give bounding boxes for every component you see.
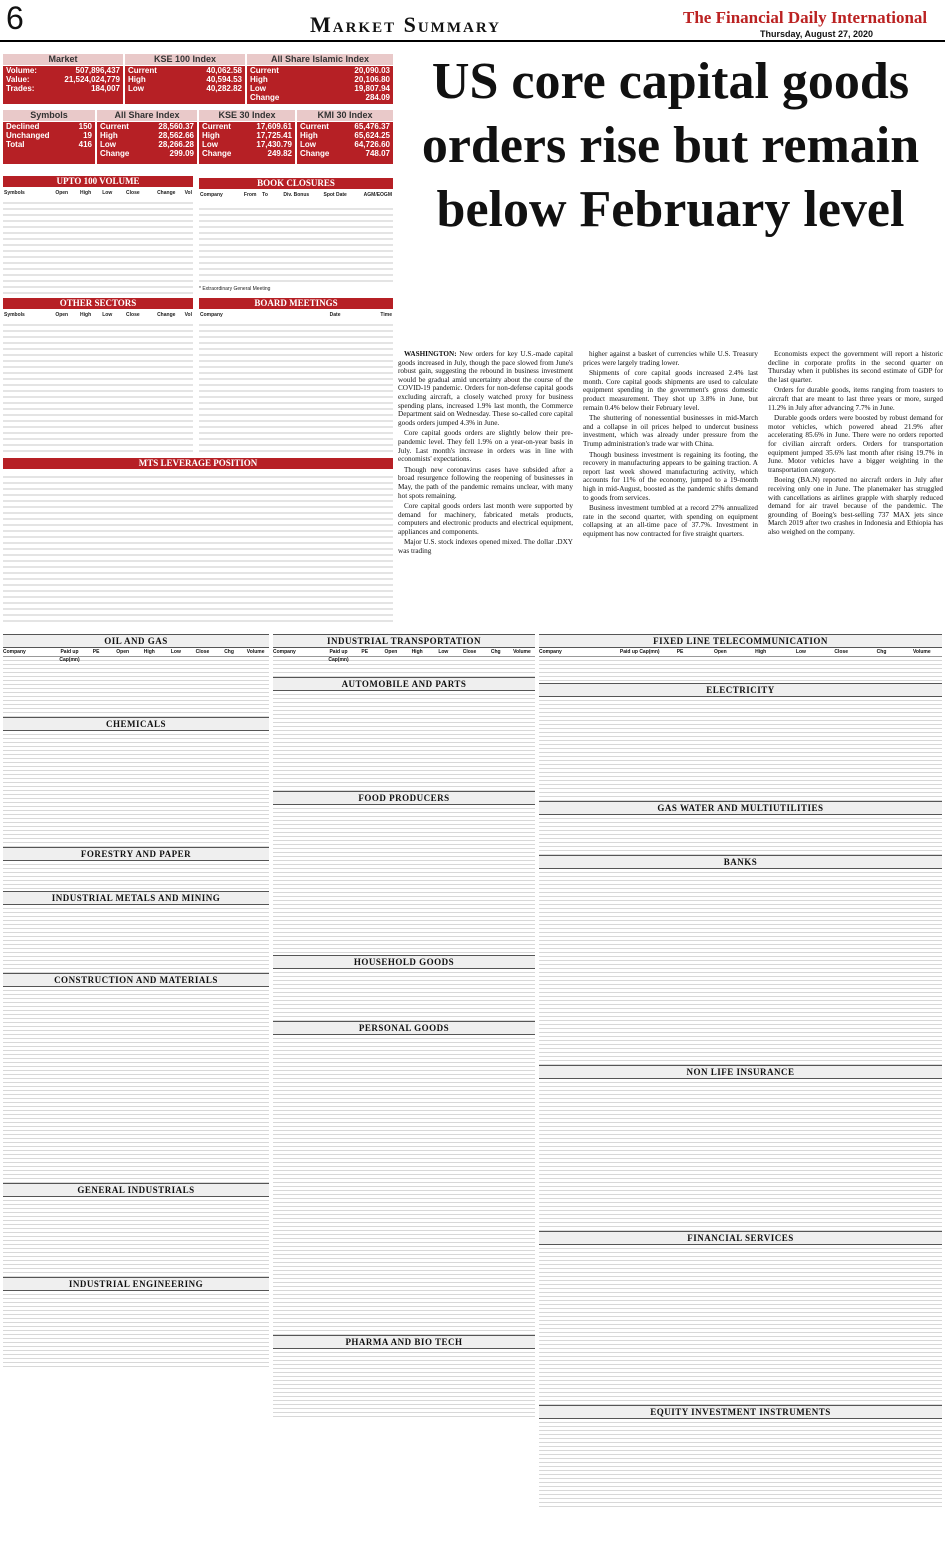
other-sectors-table bbox=[3, 312, 193, 318]
column-header: Vol bbox=[184, 190, 192, 196]
publication-date: Thursday, August 27, 2020 bbox=[760, 29, 874, 39]
article-column bbox=[583, 350, 758, 558]
section-title: Market Summary bbox=[310, 12, 501, 37]
board-meetings-title: BOARD MEETINGS bbox=[199, 298, 393, 309]
column-header: Change bbox=[157, 312, 176, 318]
kse100-panel bbox=[125, 54, 245, 104]
paragraph: Though new coronavirus cases have subsided after a broad resurgence following the reopening of businesses in May, the path of the pandemic remains unclear, with many hot spots remaining. bbox=[398, 465, 573, 500]
book-closures-note: * Extraordinary General Meeting bbox=[199, 286, 271, 292]
panel-row: Change 249.82 bbox=[202, 149, 292, 158]
panel-row: Current 65,476.37 bbox=[300, 122, 390, 131]
paragraph: Core capital goods orders last month were supported by demand for machinery, fabricated metals products, computers and electronic products and electrical equipment, appliances and components. bbox=[398, 502, 573, 536]
book-closures-table bbox=[199, 192, 393, 198]
upto-100-volume-table bbox=[3, 190, 193, 196]
column-header: High bbox=[80, 190, 92, 196]
paragraph: Though business investment is regaining its footing, the recovery in manufacturing appears to be gaining traction. A report last week showed manufacturing activity, which accounts for 11% of the economy, jumped to a 19-month high in mid-August, boosted as the pandemic shifts demand to goods from services. bbox=[583, 450, 758, 502]
paragraph: Business investment tumbled at a record 27% annualized rate in the second quarter, with spending on equipment collapsing at an all-time pace of 37.7%. Investment in equipment has now contracted for five straight quarters. bbox=[583, 504, 758, 538]
sector-rows bbox=[539, 869, 942, 1065]
sector-column-headers: Company Paid up Cap(mn) PE Open High Low Close Chg Volume bbox=[539, 648, 942, 657]
sector-rows bbox=[273, 1035, 535, 1335]
paragraph: Durable goods orders were boosted by robust demand for motor vehicles, which powered ahead 21.9% after accelerating 85.6% in June. There were no orders reported for civilian aircraft orders. Orders for transportation equipment jumped 35.6% last month after rising 19.7% in June. Motor vehicles have a bigger weighting in the transportation category. bbox=[768, 414, 943, 474]
panel-row: High 65,624.25 bbox=[300, 131, 390, 140]
sector-rows bbox=[3, 905, 269, 973]
sector-column-headers: Company Paid up Cap(mn) PE Open High Low Close Chg Volume bbox=[273, 648, 535, 657]
column-header: AGM/EOGM bbox=[363, 192, 392, 198]
panel-row: Value: 21,524,024,779 bbox=[6, 75, 120, 84]
sector-title: PHARMA AND BIO TECH bbox=[273, 1335, 535, 1349]
sector-rows bbox=[539, 697, 942, 801]
column-header: Close bbox=[126, 312, 140, 318]
column-header: Open bbox=[55, 190, 69, 196]
column-header: Date bbox=[329, 312, 341, 318]
panel-row: Current 17,609.61 bbox=[202, 122, 292, 131]
all-share-panel bbox=[97, 110, 197, 164]
sector-title: ELECTRICITY bbox=[539, 683, 942, 697]
upto-100-volume-title: UPTO 100 VOLUME bbox=[3, 176, 193, 187]
column-header: Company bbox=[200, 192, 223, 198]
article-column bbox=[398, 350, 573, 558]
column-header: Symbols bbox=[4, 190, 25, 196]
sector-title: INDUSTRIAL TRANSPORTATION bbox=[273, 634, 535, 648]
sector-title: FIXED LINE TELECOMMUNICATION bbox=[539, 634, 942, 648]
paragraph: Orders for durable goods, items ranging from toasters to aircraft that are meant to last three years or more, surged 11.2% in July after advancing 7.7% in June. bbox=[768, 386, 943, 412]
other-sectors-rows bbox=[3, 320, 193, 452]
panel-row: High 28,562.66 bbox=[100, 131, 194, 140]
paragraph: Major U.S. stock indexes opened mixed. The dollar .DXY was trading bbox=[398, 538, 573, 556]
panel-row: Change 299.09 bbox=[100, 149, 194, 158]
panel-row: Trades: 184,007 bbox=[6, 84, 120, 93]
sector-rows bbox=[539, 815, 942, 855]
column-header: Symbols bbox=[4, 312, 25, 318]
article-column bbox=[768, 350, 943, 558]
panel-row: Volume: 507,896,437 bbox=[6, 66, 120, 75]
sector-rows bbox=[3, 861, 269, 891]
panel-row: Unchanged 19 bbox=[6, 131, 92, 140]
page-number: 6 bbox=[6, 0, 24, 36]
symbols-panel bbox=[3, 110, 95, 164]
panel-row: Low 64,726.60 bbox=[300, 140, 390, 149]
newspaper-name: The Financial Daily International bbox=[683, 8, 928, 27]
panel-title: All Share Index bbox=[97, 110, 197, 122]
panel-row: Change 284.09 bbox=[250, 93, 390, 102]
panel-row: Total 416 bbox=[6, 140, 92, 149]
panel-row: Declined 150 bbox=[6, 122, 92, 131]
sector-title: FINANCIAL SERVICES bbox=[539, 1231, 942, 1245]
paragraph: Shipments of core capital goods increased 2.4% last month. Core capital goods shipments are used to calculate equipment spending in the government's gross domestic product measurement. They shot up 3.8% in June, but remain 0.4% below their February level. bbox=[583, 369, 758, 412]
column-header: Low bbox=[102, 312, 113, 318]
upto-100-volume-rows bbox=[3, 198, 193, 294]
column-header: Time bbox=[380, 312, 392, 318]
panel-row: Low 19,807.94 bbox=[250, 84, 390, 93]
sector-rows bbox=[3, 1291, 269, 1367]
kmi30-panel bbox=[297, 110, 393, 164]
sector-column-headers: Company Paid up Cap(mn) PE Open High Low Close Chg Volume bbox=[3, 648, 269, 657]
panel-row: Low 17,430.79 bbox=[202, 140, 292, 149]
paragraph: higher against a basket of currencies while U.S. Treasury prices were largely trading lower. bbox=[583, 350, 758, 367]
sector-title: GENERAL INDUSTRIALS bbox=[3, 1183, 269, 1197]
column-header: High bbox=[80, 312, 92, 318]
panel-row: High 20,106.80 bbox=[250, 75, 390, 84]
sector-rows bbox=[3, 657, 269, 717]
book-closures-rows bbox=[199, 204, 393, 282]
panel-row: Low 40,282.82 bbox=[128, 84, 242, 93]
sector-title: CHEMICALS bbox=[3, 717, 269, 731]
sector-title: PERSONAL GOODS bbox=[273, 1021, 535, 1035]
sector-rows bbox=[273, 805, 535, 955]
sector-title: CONSTRUCTION AND MATERIALS bbox=[3, 973, 269, 987]
sector-rows bbox=[539, 657, 942, 683]
panel-row: High 17,725.41 bbox=[202, 131, 292, 140]
paragraph: New orders for key U.S.-made capital goods increased in July, though the pace slowed from June's robust gain, suggesting the rebound in business investment would be gradual amid uncertainty about the course of the COVID-19 pandemic. Orders for non-defense capital goods excluding aircraft, a closely watched proxy for business spending plans, increased 1.9% last month, the Commerce Department said on Wednesday. These so-called core capital goods orders jumped 4.3% in June. bbox=[398, 350, 573, 427]
column-header: Vol bbox=[184, 312, 192, 318]
sector-rows bbox=[3, 1197, 269, 1277]
panel-row: Change 748.07 bbox=[300, 149, 390, 158]
panel-title: KSE 30 Index bbox=[199, 110, 295, 122]
sector-title: INDUSTRIAL ENGINEERING bbox=[3, 1277, 269, 1291]
paragraph: Economists expect the government will report a historic decline in corporate profits in the second quarter on Thursday when it publishes its second estimate of GDP for the last quarter. bbox=[768, 350, 943, 384]
panel-row: Low 28,266.28 bbox=[100, 140, 194, 149]
sector-title: INDUSTRIAL METALS AND MINING bbox=[3, 891, 269, 905]
headline: US core capital goods orders rise but remain below February level bbox=[421, 53, 920, 238]
board-meetings-rows bbox=[199, 320, 393, 452]
all-share-islamic-panel bbox=[247, 54, 393, 104]
sector-rows bbox=[539, 1079, 942, 1231]
sector-title: FOOD PRODUCERS bbox=[273, 791, 535, 805]
other-sectors-title: OTHER SECTORS bbox=[3, 298, 193, 309]
paragraph: Boeing (BA.N) reported no aircraft orders in July after receiving only one in June. The planemaker has struggled with cancellations as airlines grapple with sharply reduced demand for air travel because of the pandemic. The grounding of Boeing's best-selling 737 MAX jets since March 2019 after two crashes in Indonesia and Ethiopia has also weighed on the company. bbox=[768, 476, 943, 536]
panel-title: KSE 100 Index bbox=[125, 54, 245, 66]
sector-title: AUTOMOBILE AND PARTS bbox=[273, 677, 535, 691]
panel-title: Symbols bbox=[3, 110, 95, 122]
panel-row: Current 40,062.58 bbox=[128, 66, 242, 75]
sector-rows bbox=[539, 1245, 942, 1405]
column-header: Company bbox=[200, 312, 223, 318]
sector-title: OIL AND GAS bbox=[3, 634, 269, 648]
column-header: From bbox=[243, 192, 257, 198]
column-header: Close bbox=[126, 190, 140, 196]
mts-leverage-rows bbox=[3, 472, 393, 624]
column-header: Spot Date bbox=[323, 192, 347, 198]
sector-title: BANKS bbox=[539, 855, 942, 869]
column-header: To bbox=[262, 192, 268, 198]
article-body bbox=[398, 350, 943, 558]
panel-row: High 40,594.53 bbox=[128, 75, 242, 84]
sector-title: HOUSEHOLD GOODS bbox=[273, 955, 535, 969]
panel-row: Current 28,560.37 bbox=[100, 122, 194, 131]
sector-rows bbox=[3, 731, 269, 847]
sector-rows bbox=[539, 1419, 942, 1509]
sector-title: GAS WATER AND MULTIUTILITIES bbox=[539, 801, 942, 815]
kse30-panel bbox=[199, 110, 295, 164]
column-header: Low bbox=[102, 190, 113, 196]
column-header: Open bbox=[55, 312, 69, 318]
book-closures-title: BOOK CLOSURES bbox=[199, 178, 393, 189]
board-meetings-table bbox=[199, 312, 393, 318]
sector-title: EQUITY INVESTMENT INSTRUMENTS bbox=[539, 1405, 942, 1419]
sector-rows bbox=[273, 969, 535, 1021]
sector-column-middle bbox=[273, 634, 535, 1539]
sector-column-right bbox=[539, 634, 942, 1539]
sector-title: FORESTRY AND PAPER bbox=[3, 847, 269, 861]
dateline: WASHINGTON: bbox=[404, 350, 457, 358]
panel-title: Market bbox=[3, 54, 123, 66]
sector-title: NON LIFE INSURANCE bbox=[539, 1065, 942, 1079]
market-panel bbox=[3, 54, 123, 104]
sector-column-left bbox=[3, 634, 269, 1539]
mts-leverage-title: MTS LEVERAGE POSITION bbox=[3, 458, 393, 469]
panel-row: Current 20,090.03 bbox=[250, 66, 390, 75]
column-header: Div. Bonus bbox=[283, 192, 310, 198]
sector-rows bbox=[3, 987, 269, 1183]
sector-rows bbox=[273, 691, 535, 791]
paragraph: The shuttering of nonessential businesses in mid-March and a collapse in oil prices helped to undercut business investment, which was already under pressure from the Trump administration's trade war with China. bbox=[583, 414, 758, 448]
paragraph: Core capital goods orders are slightly below their pre-pandemic level. They fell 1.9% on a year-on-year basis in July. Last month's increase in orders was in line with economists' expectations. bbox=[398, 429, 573, 464]
column-header: Change bbox=[157, 190, 176, 196]
sector-rows bbox=[273, 1349, 535, 1417]
panel-title: All Share Islamic Index bbox=[247, 54, 393, 66]
panel-title: KMI 30 Index bbox=[297, 110, 393, 122]
sector-rows bbox=[273, 657, 535, 677]
